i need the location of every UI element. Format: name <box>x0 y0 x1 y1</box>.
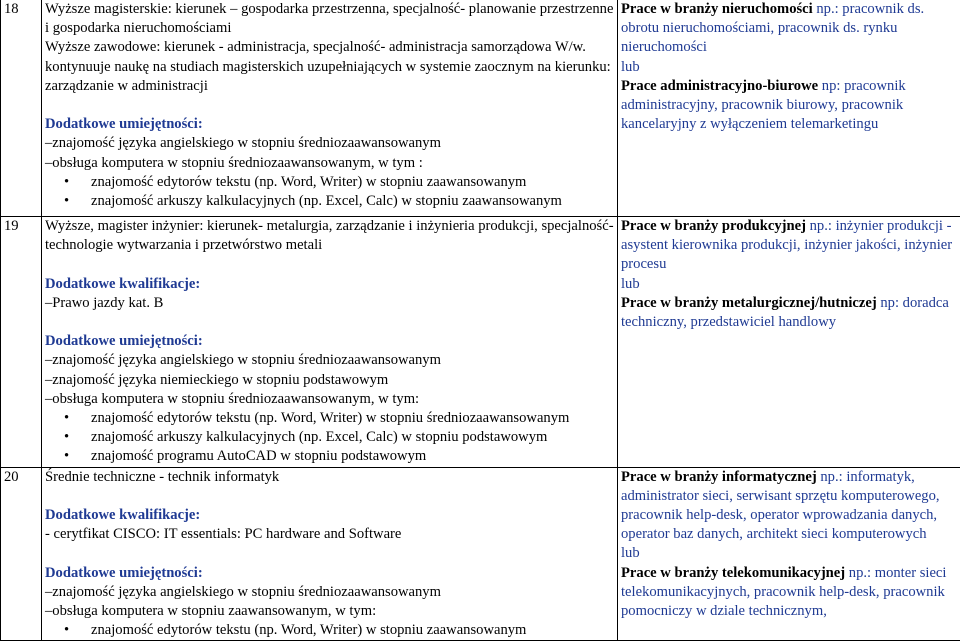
education-text: Wyższe, magister inżynier: kierunek- metalurgia, zarządzanie i inżynieria produkcji, specjalność-technologie wytwarzania i przetwórstwo metali <box>45 217 617 255</box>
row-number: 18 <box>1 0 42 217</box>
job-offers-cell <box>618 0 960 217</box>
education-text: Średnie techniczne - technik informatyk <box>45 468 617 487</box>
job-offer: Prace w branży informatycznej np.: informatyk, administrator sieci, serwisant sprzętu komputerowego, pracownik help-desk, operator wprowadzania danych, operator baz danych, architekt sieci komputerowych <box>621 468 960 545</box>
list-item: • znajomość edytorów tekstu (np. Word, Writer) w stopniu średniozaawansowanym <box>45 409 617 428</box>
skill-item: –znajomość języka angielskiego w stopniu średniozaawansowanym <box>45 134 617 153</box>
skill-item: –znajomość języka angielskiego w stopniu średniozaawansowanym <box>45 583 617 602</box>
education-cell <box>42 217 618 468</box>
qualifications-header: Dodatkowe kwalifikacje: <box>45 506 617 525</box>
qualifications-header: Dodatkowe kwalifikacje: <box>45 275 617 294</box>
or-separator: lub <box>621 275 960 294</box>
education-cell <box>42 467 618 641</box>
skill-item: –znajomość języka angielskiego w stopniu średniozaawansowanym <box>45 351 617 370</box>
skills-header: Dodatkowe umiejętności: <box>45 115 617 134</box>
job-offer: Prace w branży produkcyjnej np.: inżynier produkcji - asystent kierownika produkcji, inżynier jakości, inżynier procesu <box>621 217 960 275</box>
job-offer: Prace w branży nieruchomości np.: pracownik ds. obrotu nieruchomościami, pracownik ds. rynku nieruchomości <box>621 0 960 58</box>
table-row <box>1 467 960 641</box>
row-number: 20 <box>1 467 42 641</box>
job-offer: Prace w branży telekomunikacyjnej np.: monter sieci telekomunikacyjnych, pracownik help-desk, pracownik pomocniczy w dziale technicznym, <box>621 564 960 622</box>
row-number: 19 <box>1 217 42 468</box>
job-offer: Prace w branży metalurgicznej/hutniczej np: doradca techniczny, przedstawiciel handlowy <box>621 294 960 332</box>
list-item: • znajomość edytorów tekstu (np. Word, Writer) w stopniu zaawansowanym <box>45 173 617 192</box>
qualification-item: –Prawo jazdy kat. B <box>45 294 617 313</box>
list-item: • znajomość programu AutoCAD w stopniu podstawowym <box>45 447 617 466</box>
job-offers-cell <box>618 217 960 468</box>
job-offers-cell <box>618 467 960 641</box>
list-item: • znajomość arkuszy kalkulacyjnych (np. Excel, Calc) w stopniu podstawowym <box>45 428 617 447</box>
list-item: • znajomość edytorów tekstu (np. Word, Writer) w stopniu zaawansowanym <box>45 621 617 640</box>
bullet-list <box>45 621 617 640</box>
table-row <box>1 217 960 468</box>
education-text: Wyższe zawodowe: kierunek - administracja, specjalność- administracja samorządowa W/w. kontynuuje naukę na studiach magisterskich uzupełniających w systemie zaocznym na kierunku: zarządzanie w administracji <box>45 38 617 96</box>
bullet-list <box>45 173 617 211</box>
skills-header: Dodatkowe umiejętności: <box>45 332 617 351</box>
skill-item: –obsługa komputera w stopniu zaawansowanym, w tym: <box>45 602 617 621</box>
list-item: • znajomość arkuszy kalkulacyjnych (np. Excel, Calc) w stopniu zaawansowanym <box>45 192 617 211</box>
bullet-list <box>45 409 617 467</box>
skills-header: Dodatkowe umiejętności: <box>45 564 617 583</box>
or-separator: lub <box>621 544 960 563</box>
or-separator: lub <box>621 58 960 77</box>
skill-item: –znajomość języka niemieckiego w stopniu podstawowym <box>45 371 617 390</box>
skill-item: –obsługa komputera w stopniu średniozaawansowanym, w tym : <box>45 154 617 173</box>
skill-item: –obsługa komputera w stopniu średniozaawansowanym, w tym: <box>45 390 617 409</box>
education-text: Wyższe magisterskie: kierunek – gospodarka przestrzenna, specjalność- planowanie przestrzenne i gospodarka nieruchomościami <box>45 0 617 38</box>
education-cell <box>42 0 618 217</box>
job-offer: Prace administracyjno-biurowe np: pracownik administracyjny, pracownik biurowy, pracownik kancelaryjny z wyłączeniem telemarketingu <box>621 77 960 135</box>
table-row <box>1 0 960 217</box>
qualification-item: - cerytfikat CISCO: IT essentials: PC hardware and Software <box>45 525 617 544</box>
